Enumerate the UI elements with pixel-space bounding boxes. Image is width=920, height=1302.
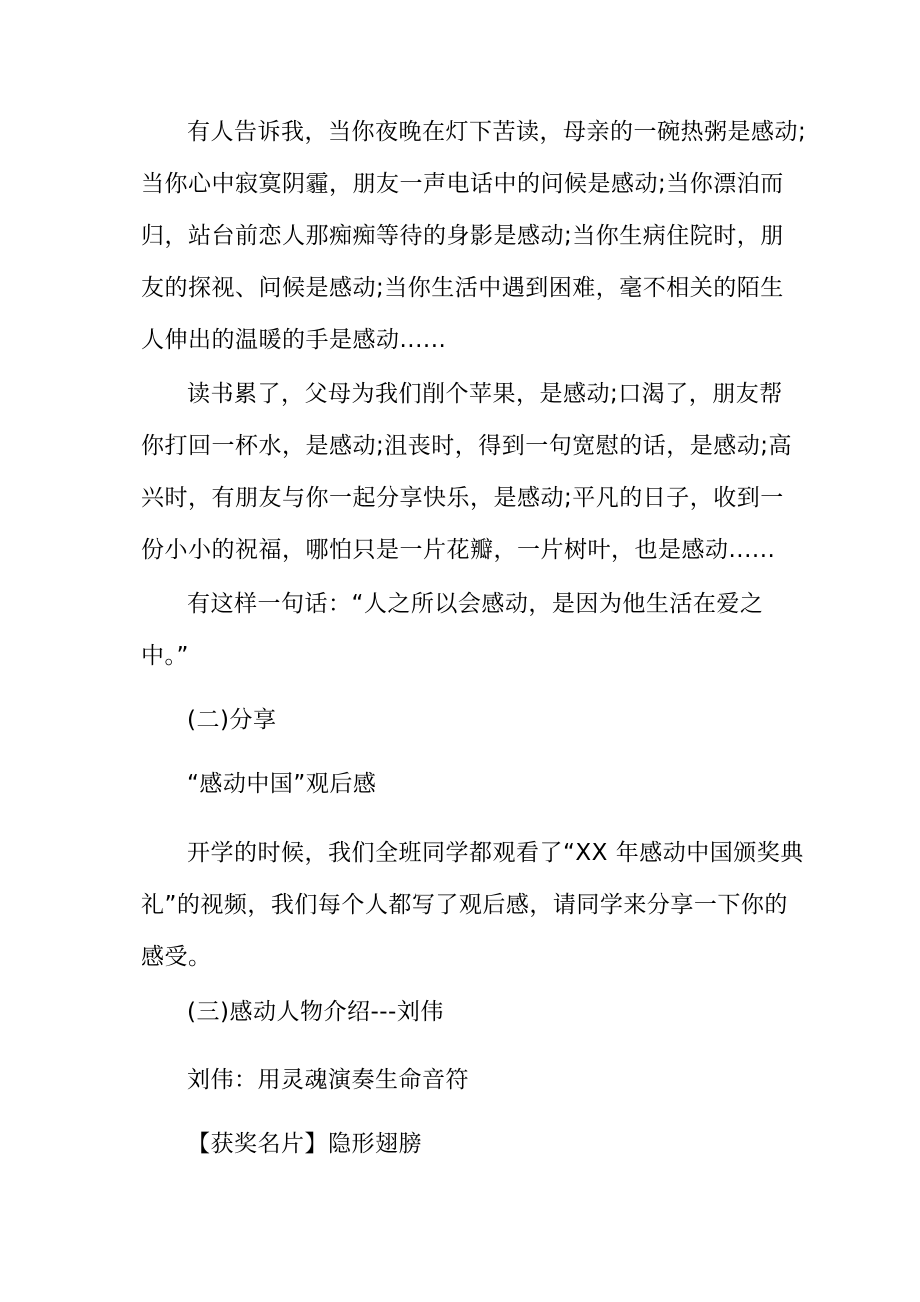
text-line: 感受。 [141, 944, 212, 970]
text-line: 【获奖名片】隐形翅膀 [187, 1131, 422, 1157]
text-line: 刘伟：用灵魂演奏生命音符 [187, 1067, 469, 1093]
subheading-review [141, 758, 791, 810]
text-line: 有这样一句话：“人之所以会感动，是因为他生活在爱之 [187, 591, 764, 617]
paragraph-touching-moments [141, 106, 807, 366]
text-line: 人伸出的温暖的手是感动...... [141, 327, 447, 353]
heading-text: (二)分享 [187, 707, 277, 733]
text-line: 礼”的视频，我们每个人都写了观后感，请同学来分享一下你的 [141, 892, 788, 918]
section-heading-person-intro [141, 986, 791, 1038]
paragraph-liu-wei-title [141, 1054, 791, 1106]
text-line: 读书累了，父母为我们削个苹果，是感动;口渴了，朋友帮 [187, 381, 783, 407]
paragraph-award-card [141, 1118, 791, 1170]
text-line: 当你心中寂寞阴霾，朋友一声电话中的问候是感动;当你漂泊而 [141, 171, 784, 197]
text-line: 份小小的祝福，哪怕只是一片花瓣，一片树叶，也是感动...... [141, 537, 776, 563]
text-line: 有人告诉我，当你夜晚在灯下苦读，母亲的一碗热粥是感动; [187, 119, 807, 145]
text-line: 中。” [141, 643, 189, 669]
text-line: 开学的时候，我们全班同学都观看了“XX 年感动中国颁奖典 [187, 840, 804, 866]
heading-text: (三)感动人物介绍---刘伟 [187, 999, 444, 1025]
paragraph-small-kindnesses [141, 368, 791, 576]
paragraph-school-start [141, 827, 804, 983]
paragraph-quote [141, 578, 791, 682]
text-line: 兴时，有朋友与你一起分享快乐，是感动;平凡的日子，收到一 [141, 485, 784, 511]
heading-text: “感动中国”观后感 [187, 771, 377, 797]
text-line: 友的探视、问候是感动;当你生活中遇到困难，毫不相关的陌生 [141, 275, 784, 301]
text-line: 归，站台前恋人那痴痴等待的身影是感动;当你生病住院时，朋 [141, 223, 784, 249]
section-heading-share [141, 694, 791, 746]
text-line: 你打回一杯水，是感动;沮丧时，得到一句宽慰的话，是感动;高 [141, 433, 792, 459]
